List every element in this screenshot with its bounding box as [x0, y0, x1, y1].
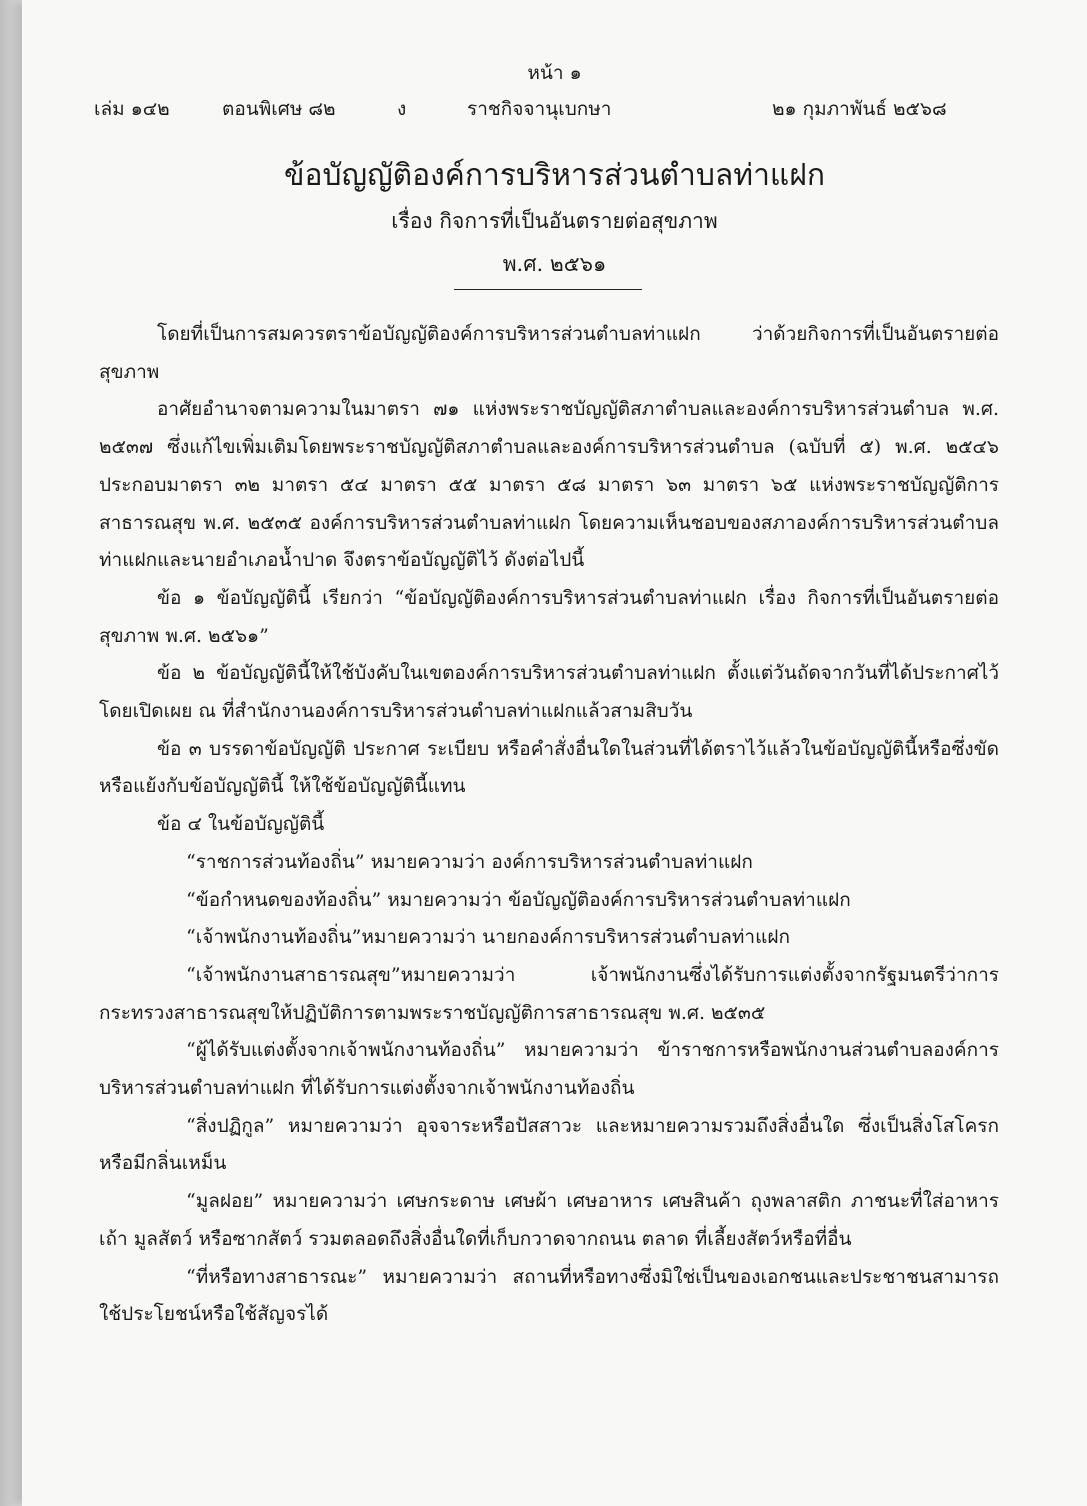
document-page	[22, 0, 1087, 1506]
gazette-name: ราชกิจจานุเบกษา	[467, 98, 612, 120]
clause-2: ข้อ ๒ ข้อบัญญัตินี้ให้ใช้บังคับในเขตองค์การบริหารส่วนตำบลท่าแฝก ตั้งแต่วันถัดจากวันที่ได้ประกาศไว้โดยเปิดเผย ณ ที่สำนักงานองค์การบริหารส่วนตำบลท่าแฝกแล้วสามสิบวัน	[99, 662, 999, 723]
clause-4: ข้อ ๔ ในข้อบัญญัตินี้	[157, 813, 325, 836]
document-subject: เรื่อง กิจการที่เป็นอันตรายต่อสุขภาพ	[391, 209, 718, 233]
document-body	[99, 316, 999, 1334]
definition-local-official: “เจ้าพนักงานท้องถิ่น”หมายความว่า นายกองค์การบริหารส่วนตำบลท่าแฝก	[186, 926, 790, 949]
clause-1: ข้อ ๑ ข้อบัญญัตินี้ เรียกว่า “ข้อบัญญัติองค์การบริหารส่วนตำบลท่าแฝก เรื่อง กิจการที่เป็นอันตรายต่อสุขภาพ พ.ศ. ๒๕๖๑”	[99, 586, 999, 647]
clause-3: ข้อ ๓ บรรดาข้อบัญญัติ ประกาศ ระเบียบ หรือคำสั่งอื่นใดในส่วนที่ได้ตราไว้แล้วในข้อบัญญัตินี้หรือซึ่งขัดหรือแย้งกับข้อบัญญัตินี้ ให้ใช้ข้อบัญญัตินี้แทน	[99, 737, 999, 798]
authority-paragraph: อาศัยอำนาจตามความในมาตรา ๗๑ แห่งพระราชบัญญัติสภาตำบลและองค์การบริหารส่วนตำบล พ.ศ. ๒๕๓๗ ซึ่งแก้ไขเพิ่มเติมโดยพระราชบัญญัติสภาตำบลและองค์การบริหารส่วนตำบล (ฉบับที่ ๕) พ.ศ. ๒๕๔๖ ประกอบมาตรา ๓๒ มาตรา ๕๔ มาตรา ๕๕ มาตรา ๕๘ มาตรา ๖๓ มาตรา ๖๕ แห่งพระราชบัญญัติการสาธารณสุข พ.ศ. ๒๕๓๕ องค์การบริหารส่วนตำบลท่าแฝก โดยความเห็นชอบของสภาองค์การบริหารส่วนตำบลท่าแฝกและนายอำเภอน้ำปาด จึงตราข้อบัญญัติไว้ ดังต่อไปนี้	[99, 398, 999, 572]
document-title: ข้อบัญญัติองค์การบริหารส่วนตำบลท่าแฝก	[283, 158, 826, 193]
page-edge-shadow	[0, 0, 22, 1506]
issue-number: ตอนพิเศษ ๘๒	[222, 98, 336, 120]
definition-local-regulation: “ข้อกำหนดของท้องถิ่น” หมายความว่า ข้อบัญญัติองค์การบริหารส่วนตำบลท่าแฝก	[186, 888, 851, 911]
volume-number: เล่ม ๑๔๒	[94, 98, 170, 120]
section-letter: ง	[397, 98, 407, 120]
publication-date: ๒๑ กุมภาพันธ์ ๒๕๖๘	[772, 98, 947, 120]
definition-garbage: “มูลฝอย” หมายความว่า เศษกระดาษ เศษผ้า เศษอาหาร เศษสินค้า ถุงพลาสติก ภาชนะที่ใส่อาหาร เถ้า มูลสัตว์ หรือซากสัตว์ รวมตลอดถึงสิ่งอื่นใดที่เก็บกวาดจากถนน ตลาด ที่เลี้ยงสัตว์หรือที่อื่น	[99, 1190, 999, 1250]
definition-public-health-official: “เจ้าพนักงานสาธารณสุข”หมายความว่า เจ้าพนักงานซึ่งได้รับการแต่งตั้งจากรัฐมนตรีว่าการกระทรวงสาธารณสุขให้ปฏิบัติการตามพระราชบัญญัติการสาธารณสุข พ.ศ. ๒๕๓๕	[99, 963, 999, 1024]
definition-sewage: “สิ่งปฏิกูล” หมายความว่า อุจจาระหรือปัสสาวะ และหมายความรวมถึงสิ่งอื่นใด ซึ่งเป็นสิ่งโสโครกหรือมีกลิ่นเหม็น	[99, 1114, 999, 1175]
definition-appointee: “ผู้ได้รับแต่งตั้งจากเจ้าพนักงานท้องถิ่น” หมายความว่า ข้าราชการหรือพนักงานส่วนตำบลองค์การบริหารส่วนตำบลท่าแฝก ที่ได้รับการแต่งตั้งจากเจ้าพนักงานท้องถิ่น	[99, 1039, 999, 1100]
preamble-paragraph: โดยที่เป็นการสมควรตราข้อบัญญัติองค์การบริหารส่วนตำบลท่าแฝก ว่าด้วยกิจการที่เป็นอันตรายต่อสุขภาพ	[99, 323, 999, 383]
title-divider	[454, 289, 642, 290]
document-year: พ.ศ. ๒๕๖๑	[502, 252, 607, 276]
definition-public-place: “ที่หรือทางสาธารณะ” หมายความว่า สถานที่หรือทางซึ่งมิใช่เป็นของเอกชนและประชาชนสามารถใช้ประโยชน์หรือใช้สัญจรได้	[99, 1265, 999, 1326]
page-number: หน้า ๑	[527, 62, 582, 84]
definition-local-government: “ราชการส่วนท้องถิ่น” หมายความว่า องค์การบริหารส่วนตำบลท่าแฝก	[186, 850, 753, 873]
